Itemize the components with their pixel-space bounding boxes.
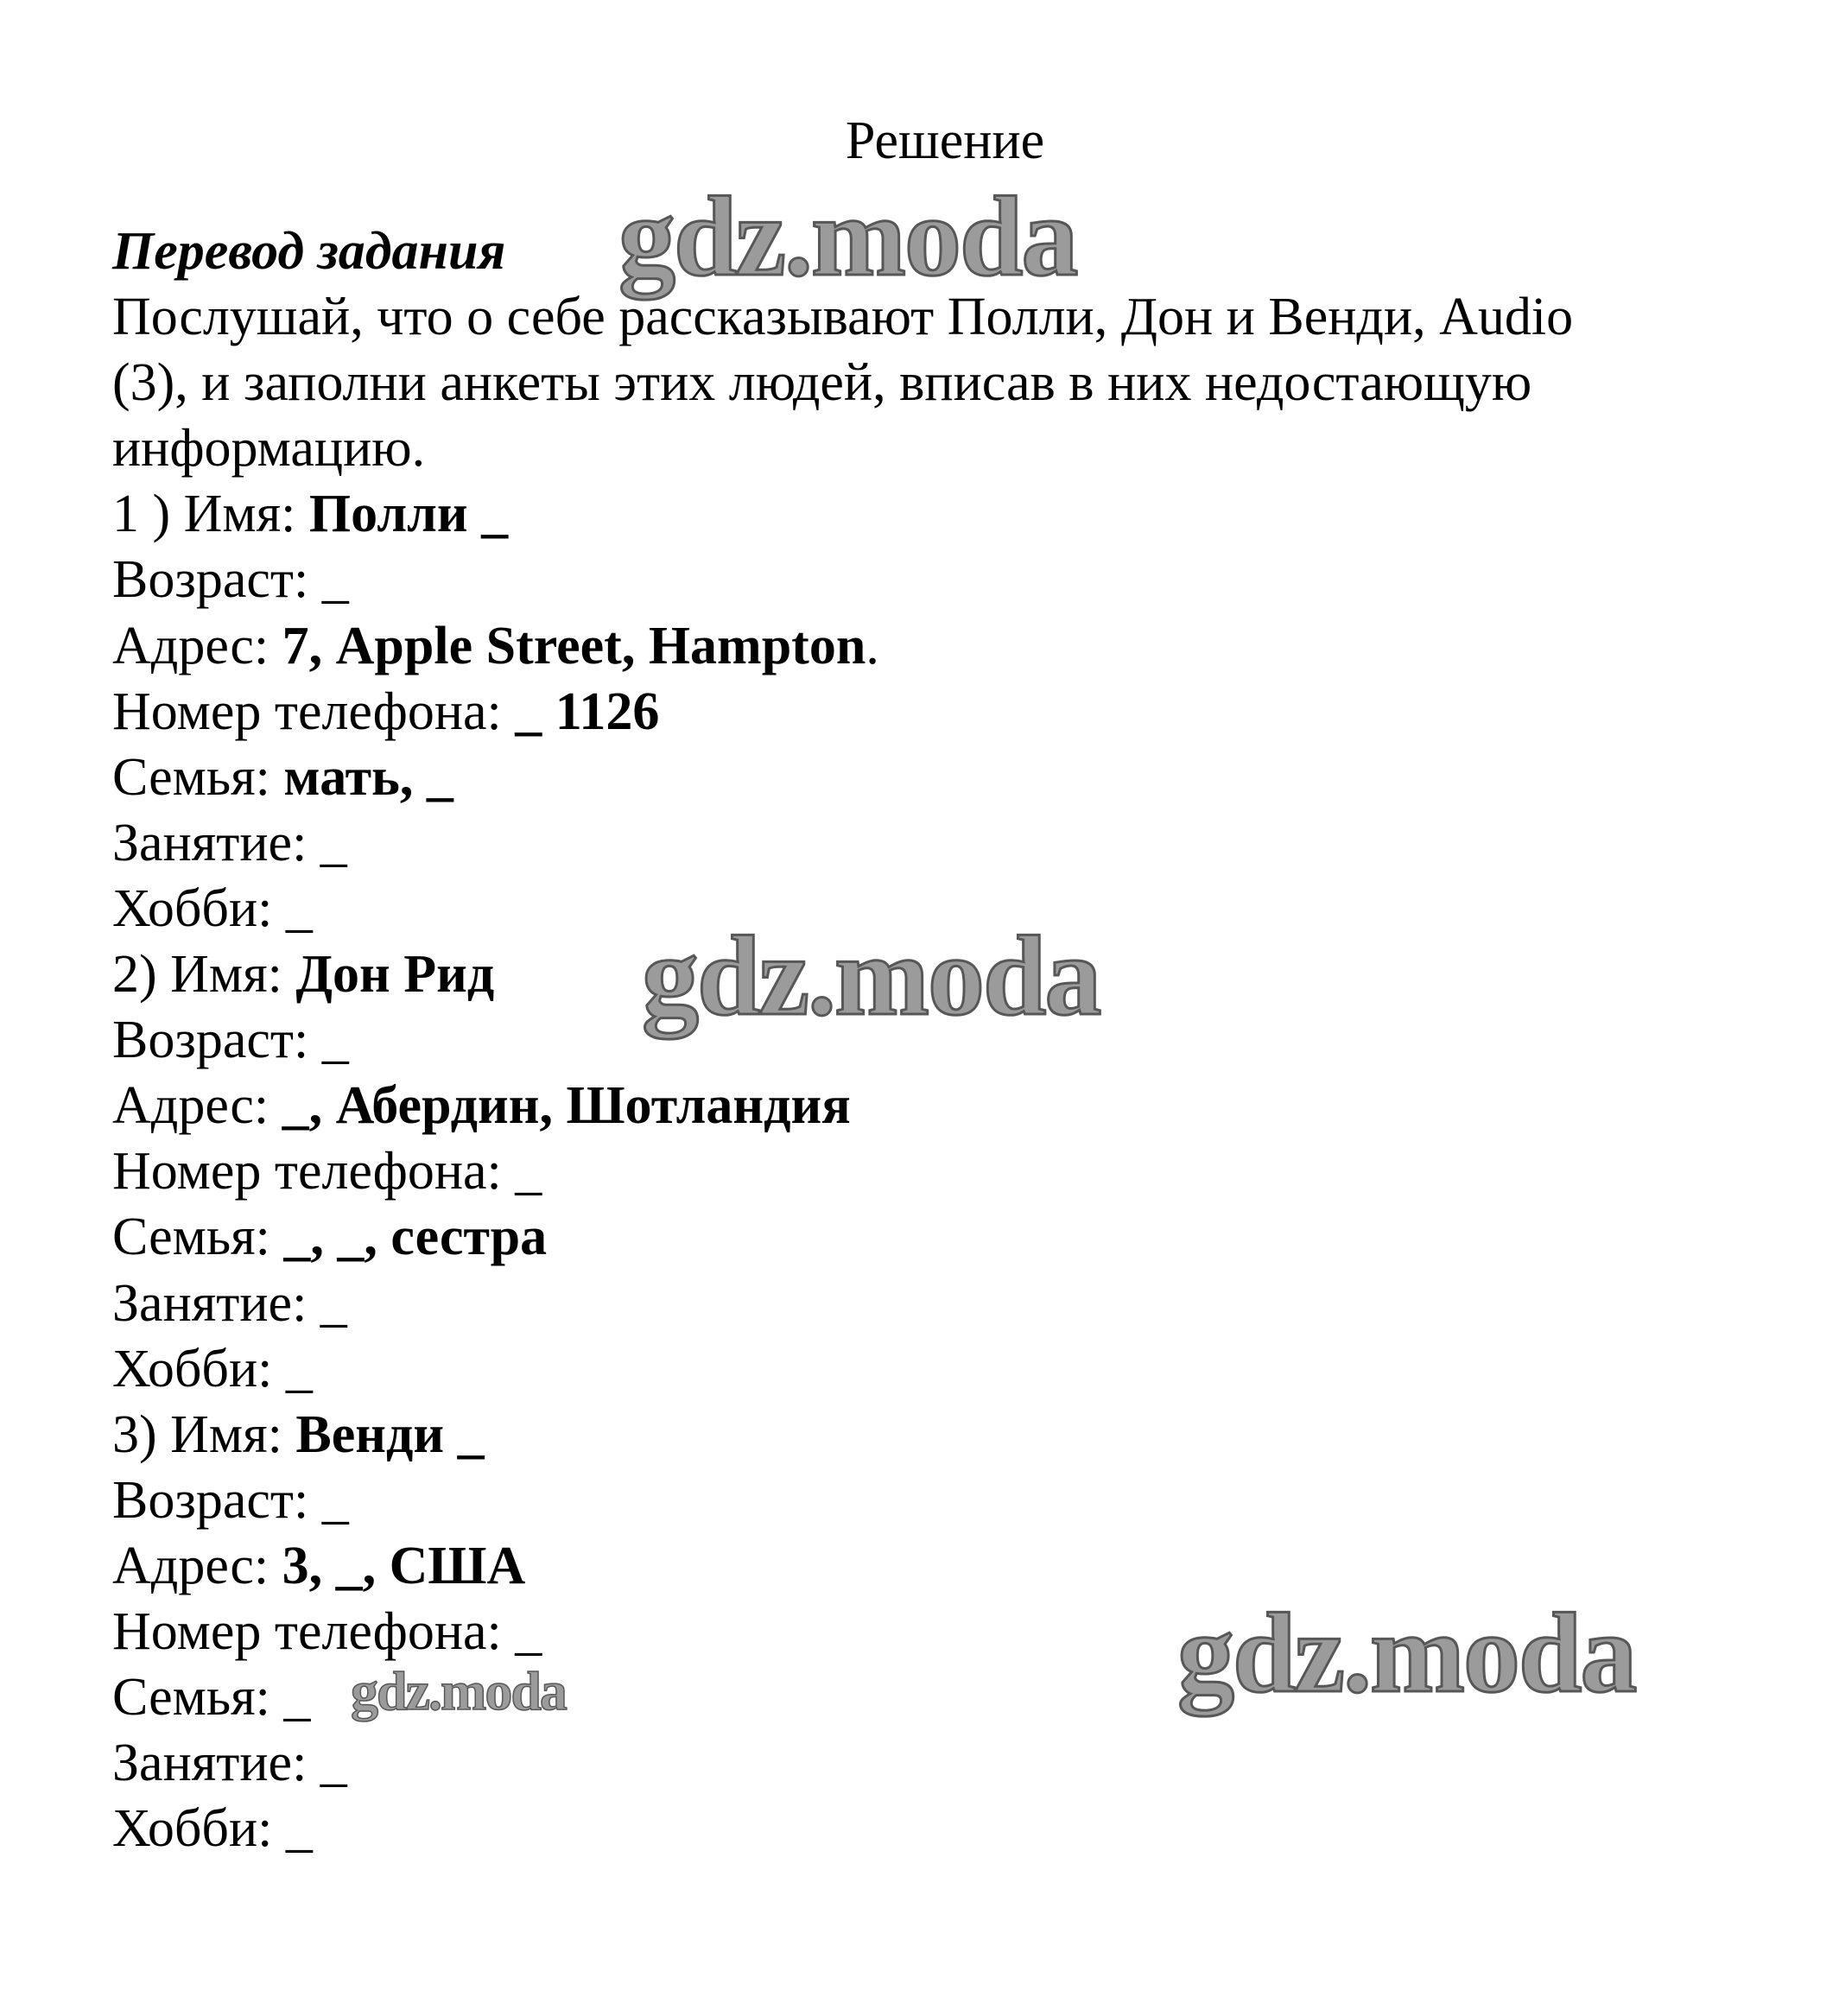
field-label: Хобби: _: [112, 1799, 313, 1859]
field-value: _ 1126: [515, 682, 660, 741]
instruction-line: Послушай, что о себе рассказывают Полли, Дон и Венди, Audio: [112, 288, 1574, 347]
form-field-line: [112, 613, 1573, 679]
form-field-line: [112, 1073, 1573, 1138]
field-label: Возраст: _: [112, 1011, 349, 1070]
form-field-line: [112, 1204, 1573, 1270]
field-label: Адрес:: [112, 1536, 282, 1595]
instruction-line: информацию.: [112, 419, 426, 479]
field-label: Возраст: _: [112, 1470, 349, 1530]
field-label: Хобби: _: [112, 1339, 313, 1398]
field-label: Возраст: _: [112, 550, 349, 610]
field-label: Номер телефона: _: [112, 1601, 542, 1661]
field-label: Номер телефона:: [112, 682, 516, 741]
form-field-line: [112, 679, 1573, 745]
field-label: Семья:: [112, 1208, 284, 1267]
form-field-line: [112, 481, 1573, 547]
form-field-line: [112, 1468, 1573, 1533]
field-value: 7, Apple Street, Hampton: [282, 616, 866, 675]
field-value: _, Абердин, Шотландия: [282, 1076, 851, 1136]
section-heading: Перевод задания: [112, 222, 506, 281]
field-value: Дон Рид: [295, 945, 495, 1005]
form-field-line: [112, 1402, 1573, 1468]
page-title: Решение: [845, 111, 1045, 170]
form-field-line: [112, 1336, 1573, 1402]
watermark-logo: gdz.moda: [642, 912, 1100, 1039]
field-value: мать, _: [283, 747, 453, 807]
field-value: _, _, сестра: [283, 1208, 548, 1267]
field-label: Занятие: _: [112, 813, 347, 872]
field-label: Семья:: [112, 747, 284, 807]
watermark-logo: gdz.moda: [1177, 1589, 1636, 1716]
form-field-line: [112, 1730, 1573, 1796]
field-value: Полли _: [308, 485, 509, 544]
field-label: Хобби: _: [112, 878, 313, 938]
form-field-line: [112, 547, 1573, 612]
form-field-line: [112, 810, 1573, 876]
field-value: 3, _, США: [282, 1536, 526, 1595]
form-field-line: [112, 745, 1573, 810]
field-label: Занятие: _: [112, 1734, 347, 1793]
field-label: Занятие: _: [112, 1273, 347, 1333]
field-label: Номер телефона: _: [112, 1142, 542, 1201]
field-value: Венди _: [295, 1404, 485, 1464]
field-label: 1 ) Имя:: [112, 485, 309, 544]
form-field-line: [112, 1796, 1573, 1861]
form-field-line: [112, 1271, 1573, 1336]
instruction-line: (3), и заполни анкеты этих людей, вписав в них недостающую: [112, 353, 1532, 413]
field-label: 2) Имя:: [112, 945, 296, 1005]
watermark-logo: gdz.moda: [618, 173, 1077, 300]
field-label: 3) Имя:: [112, 1404, 296, 1464]
watermark-logo: gdz.moda: [351, 1660, 566, 1721]
field-label: Семья: _: [112, 1668, 311, 1728]
field-suffix: .: [866, 616, 879, 675]
field-label: Адрес:: [112, 616, 282, 675]
field-label: Адрес:: [112, 1076, 282, 1136]
form-field-line: [112, 1138, 1573, 1204]
